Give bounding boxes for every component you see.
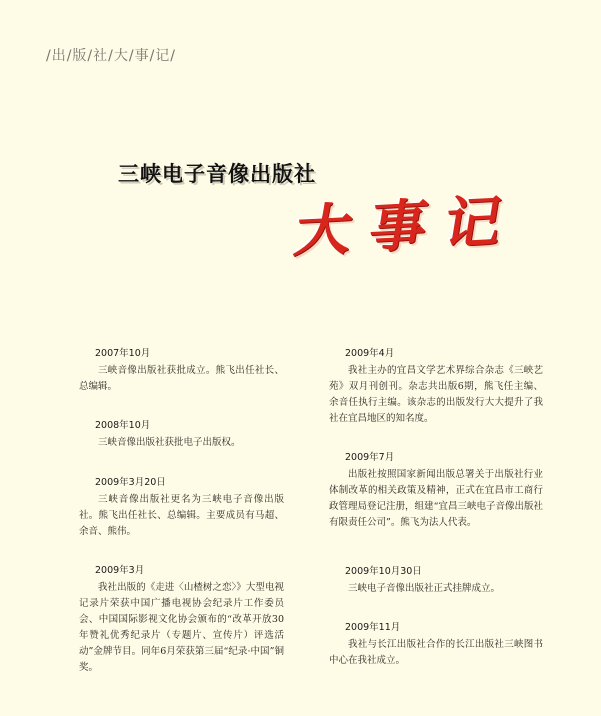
entry-2009-10-30 xyxy=(329,563,543,597)
entry-date: 2009年11月 xyxy=(345,622,401,633)
publisher-title: 三峡电子音像出版社 xyxy=(118,162,316,186)
entry-text: 三峡音像出版社获批电子出版权。 xyxy=(98,437,241,448)
entry-text: 我社主办的宜昌文学艺术界综合杂志《三峡艺苑》双月刊创刊。杂志共出版6期，熊飞任主编、余音任执行主编。该杂志的出版发行大大提升了我社在宜昌地区的知名度。 xyxy=(329,365,543,424)
entry-2009-04 xyxy=(329,345,543,427)
entry-text: 三峡音像出版社更名为三峡电子音像出版社。熊飞出任社长、总编辑。主要成员有马超、余音、熊伟。 xyxy=(79,494,284,537)
entry-date: 2009年7月 xyxy=(345,452,395,463)
entry-date: 2008年10月 xyxy=(95,420,151,431)
chronicle-title: 大事记 xyxy=(290,187,525,265)
entry-2009-03-20 xyxy=(79,474,284,540)
entry-text: 三峡音像出版社获批成立。熊飞出任社长、总编辑。 xyxy=(79,365,284,392)
right-column xyxy=(329,345,543,669)
entry-text: 三峡电子音像出版社正式挂牌成立。 xyxy=(348,583,501,594)
left-column xyxy=(79,345,284,676)
entry-date: 2009年10月30日 xyxy=(345,566,422,577)
entry-text: 出版社按照国家新闻出版总署关于出版社行业体制改革的相关政策及精神，正式在宜昌市工商行政管理局登记注册，组建“宜昌三峡电子音像出版社有限责任公司”。熊飞为法人代表。 xyxy=(329,469,543,528)
entry-text: 我社出版的《走进〈山楂树之恋〉》大型电视记录片荣获中国广播电视协会纪录片工作委员会、中国国际影视文化协会颁布的“改革开放30年赞礼优秀纪录片（专题片、宣传片）评选活动”金牌节目。同年6月荣获第三届“纪录·中国”铜奖。 xyxy=(79,582,284,673)
entry-2009-03 xyxy=(79,562,284,676)
entry-2009-07 xyxy=(329,449,543,531)
entry-date: 2009年3月20日 xyxy=(95,477,166,488)
section-tag: /出/版/社/大/事/记/ xyxy=(46,48,177,64)
entry-date: 2007年10月 xyxy=(95,348,151,359)
entry-2008-10 xyxy=(79,417,284,451)
entry-date: 2009年3月 xyxy=(95,565,145,576)
entry-text: 我社与长江出版社合作的长江出版社三峡图书中心在我社成立。 xyxy=(329,639,543,666)
entry-date: 2009年4月 xyxy=(345,348,395,359)
entry-2009-11 xyxy=(329,619,543,669)
entry-2007-10 xyxy=(79,345,284,395)
